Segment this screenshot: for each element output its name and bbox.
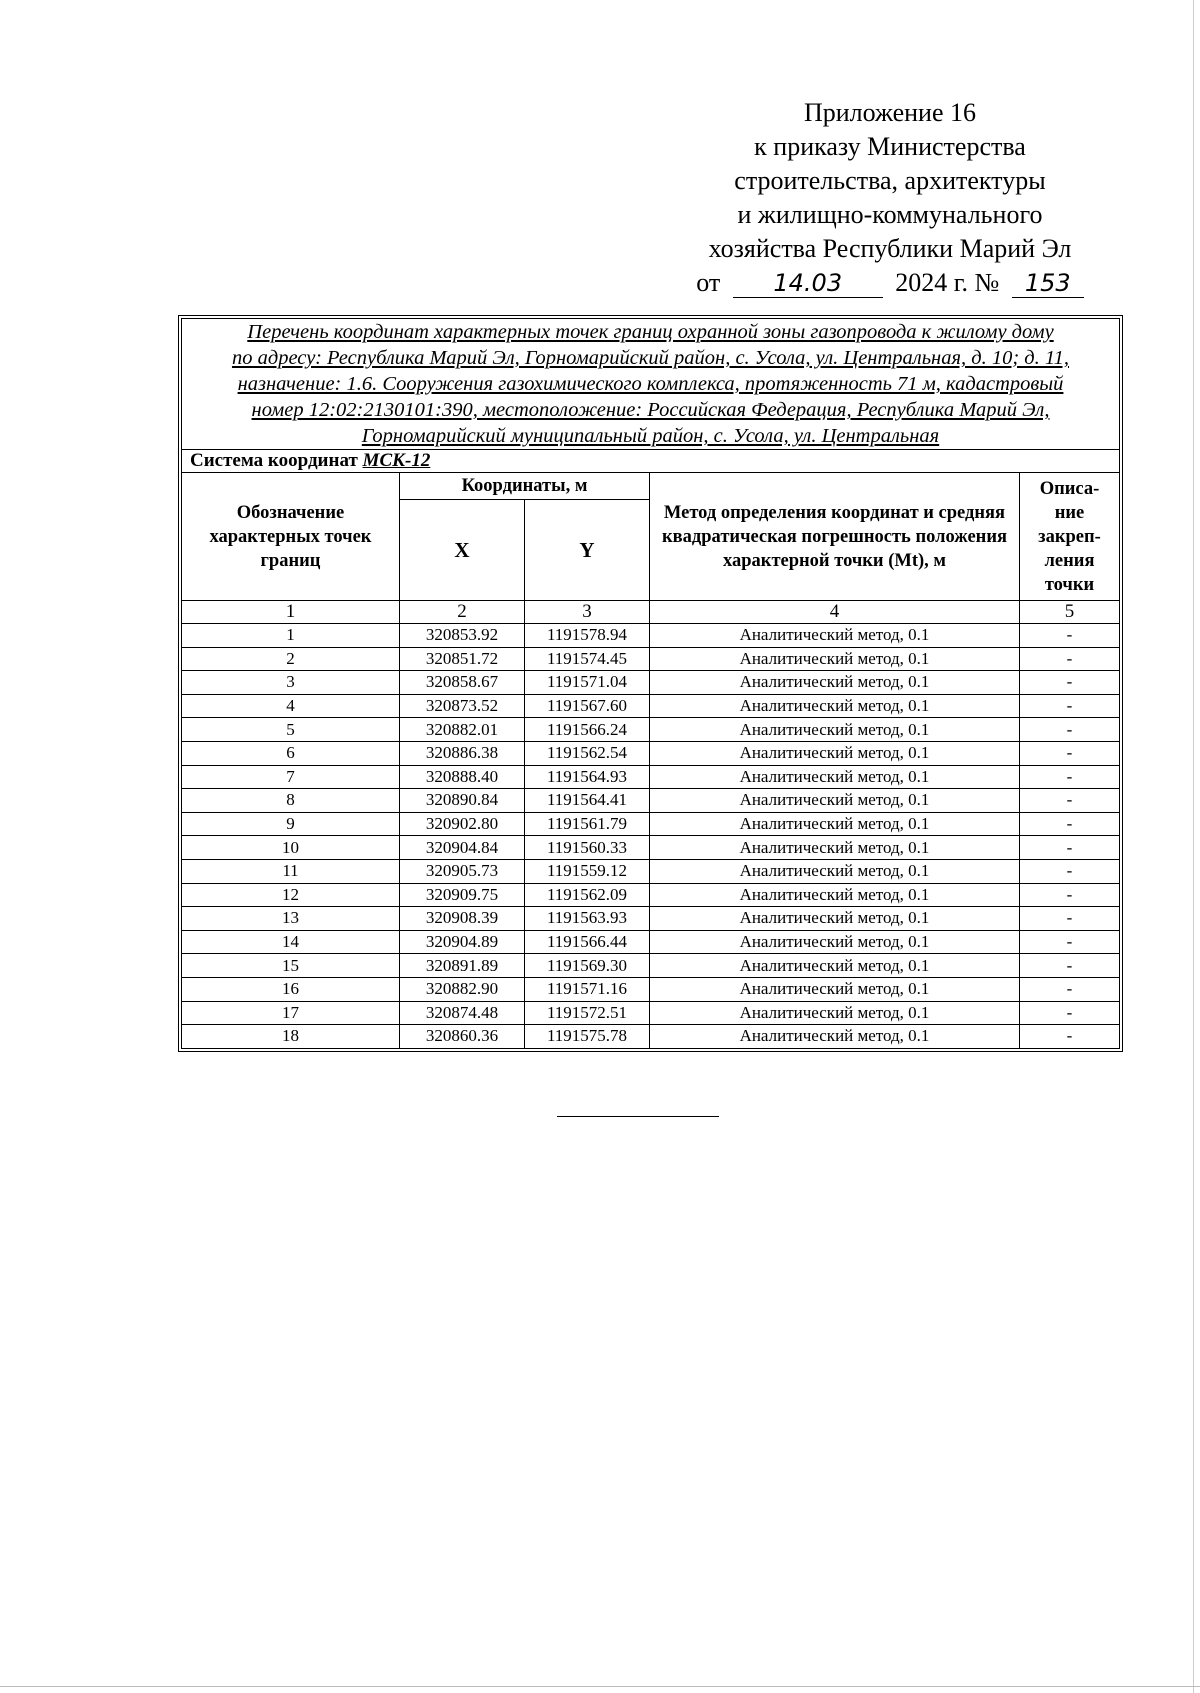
coord-x: 320851.72 <box>400 647 525 671</box>
point-number: 2 <box>182 647 400 671</box>
caption-line: Горномарийский муниципальный район, с. Усола, ул. Центральная <box>361 425 940 447</box>
coord-x: 320853.92 <box>400 624 525 648</box>
point-number: 1 <box>182 624 400 648</box>
coord-y: 1191571.16 <box>525 977 650 1001</box>
method-cell: Аналитический метод, 0.1 <box>650 883 1020 907</box>
description-cell: - <box>1020 859 1120 883</box>
coord-y: 1191572.51 <box>525 1001 650 1025</box>
description-cell: - <box>1020 1001 1120 1025</box>
annex-ministry-line-2: и жилищно-коммунального <box>737 200 1043 229</box>
coord-y: 1191567.60 <box>525 694 650 718</box>
method-cell: Аналитический метод, 0.1 <box>650 1025 1020 1049</box>
from-label: от <box>696 268 721 297</box>
point-number: 18 <box>182 1025 400 1049</box>
table-row <box>182 859 1120 883</box>
coord-x: 320858.67 <box>400 671 525 695</box>
coord-y: 1191561.79 <box>525 812 650 836</box>
point-number: 6 <box>182 741 400 765</box>
coord-y: 1191575.78 <box>525 1025 650 1049</box>
header-description <box>1020 473 1120 601</box>
column-number: 5 <box>1020 601 1120 624</box>
annex-date-line <box>680 266 1100 300</box>
point-number: 12 <box>182 883 400 907</box>
header-description-line: закреп- <box>1038 526 1101 547</box>
point-number: 15 <box>182 954 400 978</box>
column-number-row <box>182 601 1120 624</box>
table-row <box>182 765 1120 789</box>
closing-separator-line <box>557 1116 719 1117</box>
point-number: 9 <box>182 812 400 836</box>
coord-y: 1191562.09 <box>525 883 650 907</box>
table-row <box>182 694 1120 718</box>
table-row <box>182 671 1120 695</box>
coord-x: 320874.48 <box>400 1001 525 1025</box>
point-number: 17 <box>182 1001 400 1025</box>
description-cell: - <box>1020 977 1120 1001</box>
method-cell: Аналитический метод, 0.1 <box>650 812 1020 836</box>
table-row <box>182 741 1120 765</box>
coord-x: 320873.52 <box>400 694 525 718</box>
coord-x: 320902.80 <box>400 812 525 836</box>
point-number: 5 <box>182 718 400 742</box>
table-row <box>182 1025 1120 1049</box>
method-cell: Аналитический метод, 0.1 <box>650 930 1020 954</box>
table-body <box>182 624 1120 1049</box>
column-number: 1 <box>182 601 400 624</box>
coord-x: 320908.39 <box>400 907 525 931</box>
method-cell: Аналитический метод, 0.1 <box>650 789 1020 813</box>
method-cell: Аналитический метод, 0.1 <box>650 647 1020 671</box>
header-description-line: Описа- <box>1039 478 1100 499</box>
header-method: Метод определения координат и средняя квадратическая погрешность положения характерной точки (Mt), м <box>650 473 1020 601</box>
caption-line: назначение: 1.6. Сооружения газохимического комплекса, протяженность 71 м, кадастровый <box>237 373 1064 395</box>
description-cell: - <box>1020 907 1120 931</box>
coord-x: 320888.40 <box>400 765 525 789</box>
table-row <box>182 718 1120 742</box>
method-cell: Аналитический метод, 0.1 <box>650 907 1020 931</box>
method-cell: Аналитический метод, 0.1 <box>650 671 1020 695</box>
column-number: 3 <box>525 601 650 624</box>
description-cell: - <box>1020 883 1120 907</box>
column-number: 2 <box>400 601 525 624</box>
annex-title: Приложение 16 <box>803 98 977 127</box>
scan-edge-bottom <box>0 1686 1200 1687</box>
description-cell: - <box>1020 812 1120 836</box>
coordinate-system-row <box>182 450 1120 473</box>
description-cell: - <box>1020 741 1120 765</box>
annex-order-line: к приказу Министерства <box>754 132 1026 161</box>
year-label: 2024 г. № <box>895 268 1000 297</box>
caption-line: номер 12:02:2130101:390, местоположение: Российская Федерация, Республика Марий Эл, <box>251 399 1050 421</box>
point-number: 4 <box>182 694 400 718</box>
table-row <box>182 883 1120 907</box>
scan-edge-right <box>1193 0 1194 1693</box>
column-number: 4 <box>650 601 1020 624</box>
coord-y: 1191578.94 <box>525 624 650 648</box>
method-cell: Аналитический метод, 0.1 <box>650 624 1020 648</box>
method-cell: Аналитический метод, 0.1 <box>650 718 1020 742</box>
table-row <box>182 954 1120 978</box>
description-cell: - <box>1020 836 1120 860</box>
coord-x: 320882.90 <box>400 977 525 1001</box>
coordinate-system-label: Система координат <box>190 450 358 471</box>
coord-x: 320891.89 <box>400 954 525 978</box>
coord-y: 1191559.12 <box>525 859 650 883</box>
caption-line: по адресу: Республика Марий Эл, Горномарийский район, с. Усола, ул. Центральная, д. 10; д. 11, <box>231 347 1070 369</box>
coord-y: 1191564.41 <box>525 789 650 813</box>
point-number: 13 <box>182 907 400 931</box>
coord-y: 1191566.44 <box>525 930 650 954</box>
coord-x: 320860.36 <box>400 1025 525 1049</box>
header-description-line: ления <box>1044 550 1095 571</box>
coordinate-system-name: МСК-12 <box>362 450 431 471</box>
point-number: 7 <box>182 765 400 789</box>
coord-y: 1191562.54 <box>525 741 650 765</box>
method-cell: Аналитический метод, 0.1 <box>650 859 1020 883</box>
coord-y: 1191560.33 <box>525 836 650 860</box>
description-cell: - <box>1020 647 1120 671</box>
annex-header <box>680 96 1100 300</box>
table-row <box>182 647 1120 671</box>
table-row <box>182 789 1120 813</box>
point-number: 8 <box>182 789 400 813</box>
header-designation: Обозначение характерных точек границ <box>182 473 400 601</box>
handwritten-date: 14.03 <box>733 269 883 298</box>
coord-x: 320882.01 <box>400 718 525 742</box>
method-cell: Аналитический метод, 0.1 <box>650 694 1020 718</box>
point-number: 10 <box>182 836 400 860</box>
coord-y: 1191569.30 <box>525 954 650 978</box>
description-cell: - <box>1020 718 1120 742</box>
table-row <box>182 977 1120 1001</box>
header-coordinates: Координаты, м <box>400 473 650 500</box>
annex-ministry-line: строительства, архитектуры <box>734 166 1046 195</box>
table-row <box>182 836 1120 860</box>
coord-y: 1191564.93 <box>525 765 650 789</box>
coordinates-table <box>181 318 1120 1049</box>
coord-y: 1191563.93 <box>525 907 650 931</box>
table-row <box>182 624 1120 648</box>
coord-x: 320904.84 <box>400 836 525 860</box>
coord-x: 320904.89 <box>400 930 525 954</box>
table-row <box>182 907 1120 931</box>
point-number: 16 <box>182 977 400 1001</box>
point-number: 3 <box>182 671 400 695</box>
header-description-line: ние <box>1054 502 1085 523</box>
description-cell: - <box>1020 624 1120 648</box>
description-cell: - <box>1020 1025 1120 1049</box>
description-cell: - <box>1020 671 1120 695</box>
description-cell: - <box>1020 954 1120 978</box>
description-cell: - <box>1020 930 1120 954</box>
header-y: Y <box>525 500 650 601</box>
description-cell: - <box>1020 694 1120 718</box>
table-row <box>182 1001 1120 1025</box>
coord-y: 1191571.04 <box>525 671 650 695</box>
coord-x: 320890.84 <box>400 789 525 813</box>
point-number: 14 <box>182 930 400 954</box>
caption-line: Перечень координат характерных точек границ охранной зоны газопровода к жилому дому <box>247 321 1054 343</box>
method-cell: Аналитический метод, 0.1 <box>650 954 1020 978</box>
point-number: 11 <box>182 859 400 883</box>
coord-y: 1191566.24 <box>525 718 650 742</box>
method-cell: Аналитический метод, 0.1 <box>650 765 1020 789</box>
description-cell: - <box>1020 789 1120 813</box>
description-cell: - <box>1020 765 1120 789</box>
coord-x: 320886.38 <box>400 741 525 765</box>
table-row <box>182 930 1120 954</box>
handwritten-order-number: 153 <box>1012 269 1084 298</box>
method-cell: Аналитический метод, 0.1 <box>650 977 1020 1001</box>
coord-x: 320909.75 <box>400 883 525 907</box>
header-x: X <box>400 500 525 601</box>
coord-x: 320905.73 <box>400 859 525 883</box>
table-row <box>182 812 1120 836</box>
table-caption <box>182 319 1120 450</box>
method-cell: Аналитический метод, 0.1 <box>650 1001 1020 1025</box>
header-description-line: точки <box>1044 574 1095 595</box>
method-cell: Аналитический метод, 0.1 <box>650 741 1020 765</box>
method-cell: Аналитический метод, 0.1 <box>650 836 1020 860</box>
annex-region-line: хозяйства Республики Марий Эл <box>708 234 1072 263</box>
coord-y: 1191574.45 <box>525 647 650 671</box>
